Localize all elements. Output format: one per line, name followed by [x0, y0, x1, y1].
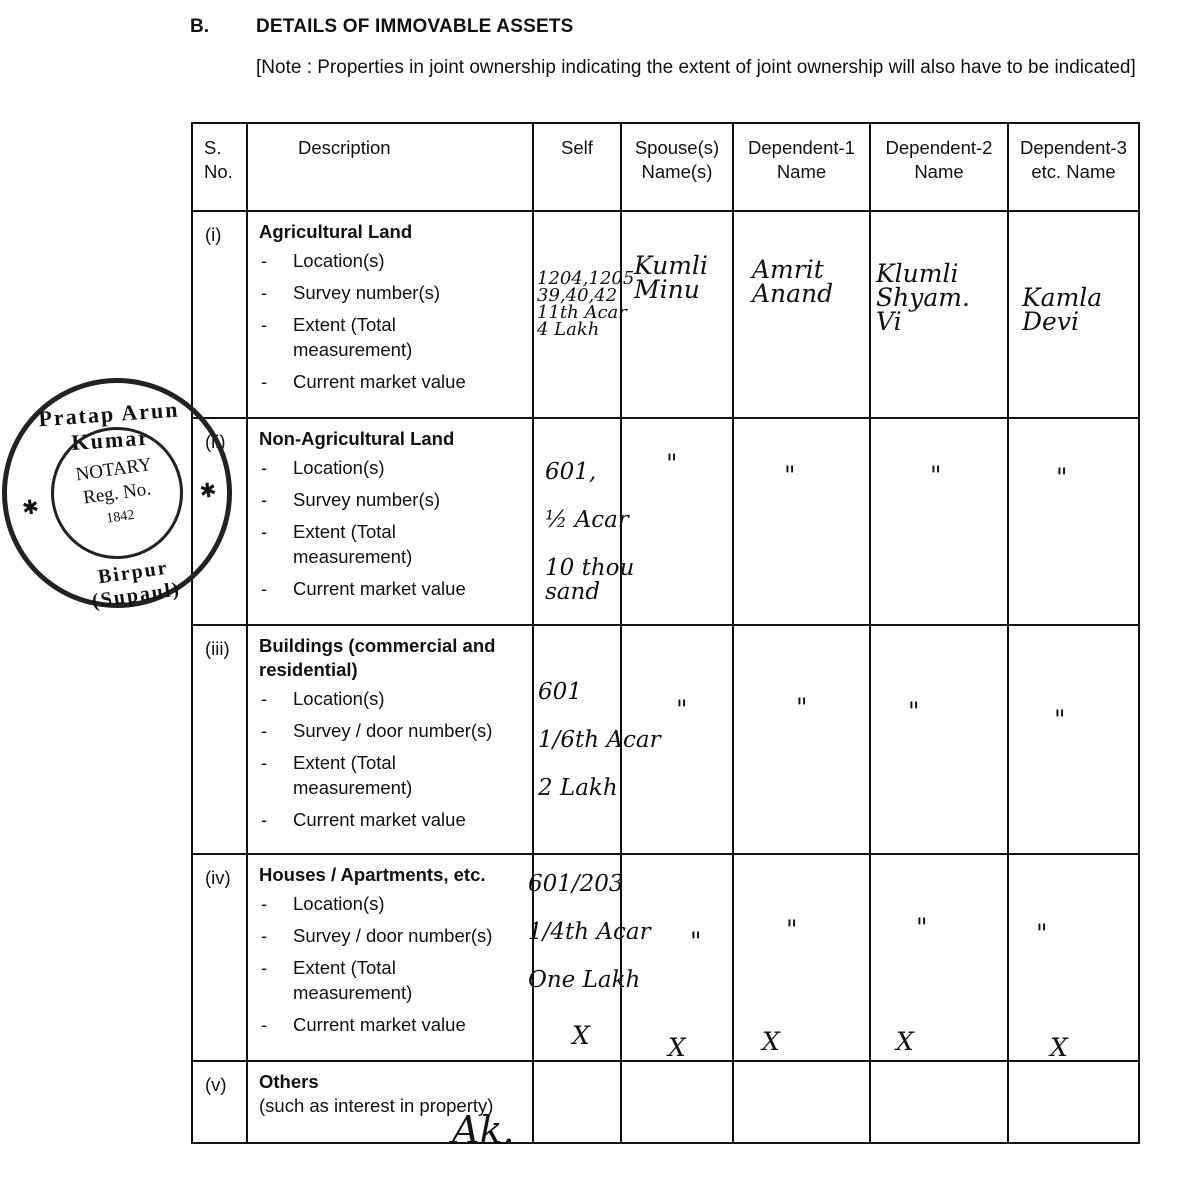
- list-item: - Extent (Total measurement): [259, 312, 526, 362]
- cell-dependent-1: [733, 1061, 870, 1143]
- cell-spouse: [621, 1061, 733, 1143]
- category-sub-note: (such as interest in property): [259, 1095, 494, 1116]
- stamp-notary-text: NOTARY: [74, 454, 154, 486]
- cell-dependent-1: [733, 625, 870, 854]
- list-item: - Current market value: [259, 1012, 526, 1037]
- header-self: Self: [533, 123, 621, 211]
- cell-dependent-2: [870, 854, 1008, 1061]
- row-description: [247, 625, 533, 854]
- list-item: - Extent (Total measurement): [259, 750, 526, 800]
- list-item: - Location(s): [259, 455, 526, 480]
- header-sno: S. No.: [192, 123, 247, 211]
- cell-dependent-1: [733, 854, 870, 1061]
- handwritten-entry: X: [668, 1033, 686, 1062]
- cell-dependent-2: [870, 625, 1008, 854]
- row-sno: (v): [192, 1061, 247, 1143]
- handwritten-entry: Klumli Shyam. Vi: [876, 259, 970, 336]
- list-item: - Survey number(s): [259, 280, 526, 305]
- list-item: - Survey / door number(s): [259, 923, 526, 948]
- stamp-reg-number: 1842: [105, 507, 136, 527]
- handwritten-entry: 601 1/6th Acar 2 Lakh: [538, 679, 661, 801]
- table-row: [192, 625, 1139, 854]
- handwritten-entry: ": [908, 697, 920, 726]
- cell-dependent-3: [1008, 854, 1139, 1061]
- handwritten-entry: X: [896, 1027, 914, 1056]
- row-sno: (ii): [192, 418, 247, 625]
- signature: Ak.: [452, 1108, 515, 1152]
- stamp-ring-bottom-text: Birpur (Supaul): [90, 556, 183, 613]
- header-dependent-1: Dependent-1 Name: [733, 123, 870, 211]
- cell-dependent-2: [870, 418, 1008, 625]
- handwritten-entry: ": [690, 927, 702, 956]
- cell-dependent-2: [870, 1061, 1008, 1143]
- header-dependent-2: Dependent-2 Name: [870, 123, 1008, 211]
- cell-dependent-3: [1008, 625, 1139, 854]
- list-item: - Location(s): [259, 248, 526, 273]
- cell-dependent-1: [733, 211, 870, 418]
- row-sno: (iii): [192, 625, 247, 854]
- handwritten-entry: ": [786, 915, 798, 944]
- list-item: - Current market value: [259, 369, 526, 394]
- category-title: Buildings (commercial and residential): [259, 635, 496, 680]
- table-row: [192, 1061, 1139, 1143]
- list-item: - Location(s): [259, 891, 526, 916]
- handwritten-entry: ": [930, 461, 942, 490]
- handwritten-entry: Kamla Devi: [1022, 283, 1103, 336]
- handwritten-entry: ": [1054, 705, 1066, 734]
- stamp-ring-top-text: Pratap Arun Kumar: [37, 396, 181, 456]
- section-note: [Note : Properties in joint ownership indicating the extent of joint ownership will also have to be indicated]: [256, 57, 1136, 78]
- star-icon: ✱: [198, 479, 218, 504]
- handwritten-entry: ": [916, 913, 928, 942]
- cell-dependent-1: [733, 418, 870, 625]
- table-row: [192, 854, 1139, 1061]
- handwritten-entry: ": [676, 695, 688, 724]
- handwritten-entry: ": [666, 449, 678, 478]
- row-description: [247, 211, 533, 418]
- row-description: [247, 854, 533, 1061]
- list-item: - Location(s): [259, 686, 526, 711]
- handwritten-entry: X: [762, 1027, 780, 1056]
- handwritten-entry: ": [1056, 463, 1068, 492]
- handwritten-entry: 601/203 1/4th Acar One Lakh: [528, 871, 651, 993]
- handwritten-entry: Amrit Anand: [752, 255, 834, 308]
- list-item: - Survey number(s): [259, 487, 526, 512]
- cell-dependent-3: [1008, 1061, 1139, 1143]
- header-description: Description: [247, 123, 533, 211]
- handwritten-entry: 601, ½ Acar 10 thou sand: [545, 459, 635, 605]
- header-dependent-3: Dependent-3 etc. Name: [1008, 123, 1139, 211]
- stamp-reg-text: Reg. No.: [81, 478, 153, 509]
- header-spouse: Spouse(s) Name(s): [621, 123, 733, 211]
- row-sno: (i): [192, 211, 247, 418]
- handwritten-entry: ": [1036, 919, 1048, 948]
- header-row: [192, 123, 1139, 211]
- row-sno: (iv): [192, 854, 247, 1061]
- list-item: - Current market value: [259, 576, 526, 601]
- category-title: Houses / Apartments, etc.: [259, 864, 486, 885]
- cell-dependent-3: [1008, 418, 1139, 625]
- table-row: [192, 211, 1139, 418]
- category-title: Others: [259, 1071, 319, 1092]
- list-item: - Current market value: [259, 807, 526, 832]
- row-description: [247, 418, 533, 625]
- cell-self: [533, 1061, 621, 1143]
- list-item: - Extent (Total measurement): [259, 955, 526, 1005]
- handwritten-entry: X: [572, 1021, 590, 1050]
- category-title: Non-Agricultural Land: [259, 428, 455, 449]
- section-title: DETAILS OF IMMOVABLE ASSETS: [256, 16, 574, 37]
- cell-spouse: [621, 211, 733, 418]
- star-icon: ✱: [20, 496, 41, 521]
- list-item: - Survey / door number(s): [259, 718, 526, 743]
- handwritten-entry: X: [1050, 1033, 1068, 1062]
- handwritten-entry: ": [796, 693, 808, 722]
- list-item: - Extent (Total measurement): [259, 519, 526, 569]
- handwritten-entry: ": [784, 461, 796, 490]
- handwritten-entry: 1204,1205 39,40,42 11th Acar 4 Lakh: [537, 268, 635, 340]
- handwritten-entry: Kumli Minu: [634, 251, 708, 304]
- category-title: Agricultural Land: [259, 221, 413, 242]
- section-letter: B.: [190, 16, 209, 37]
